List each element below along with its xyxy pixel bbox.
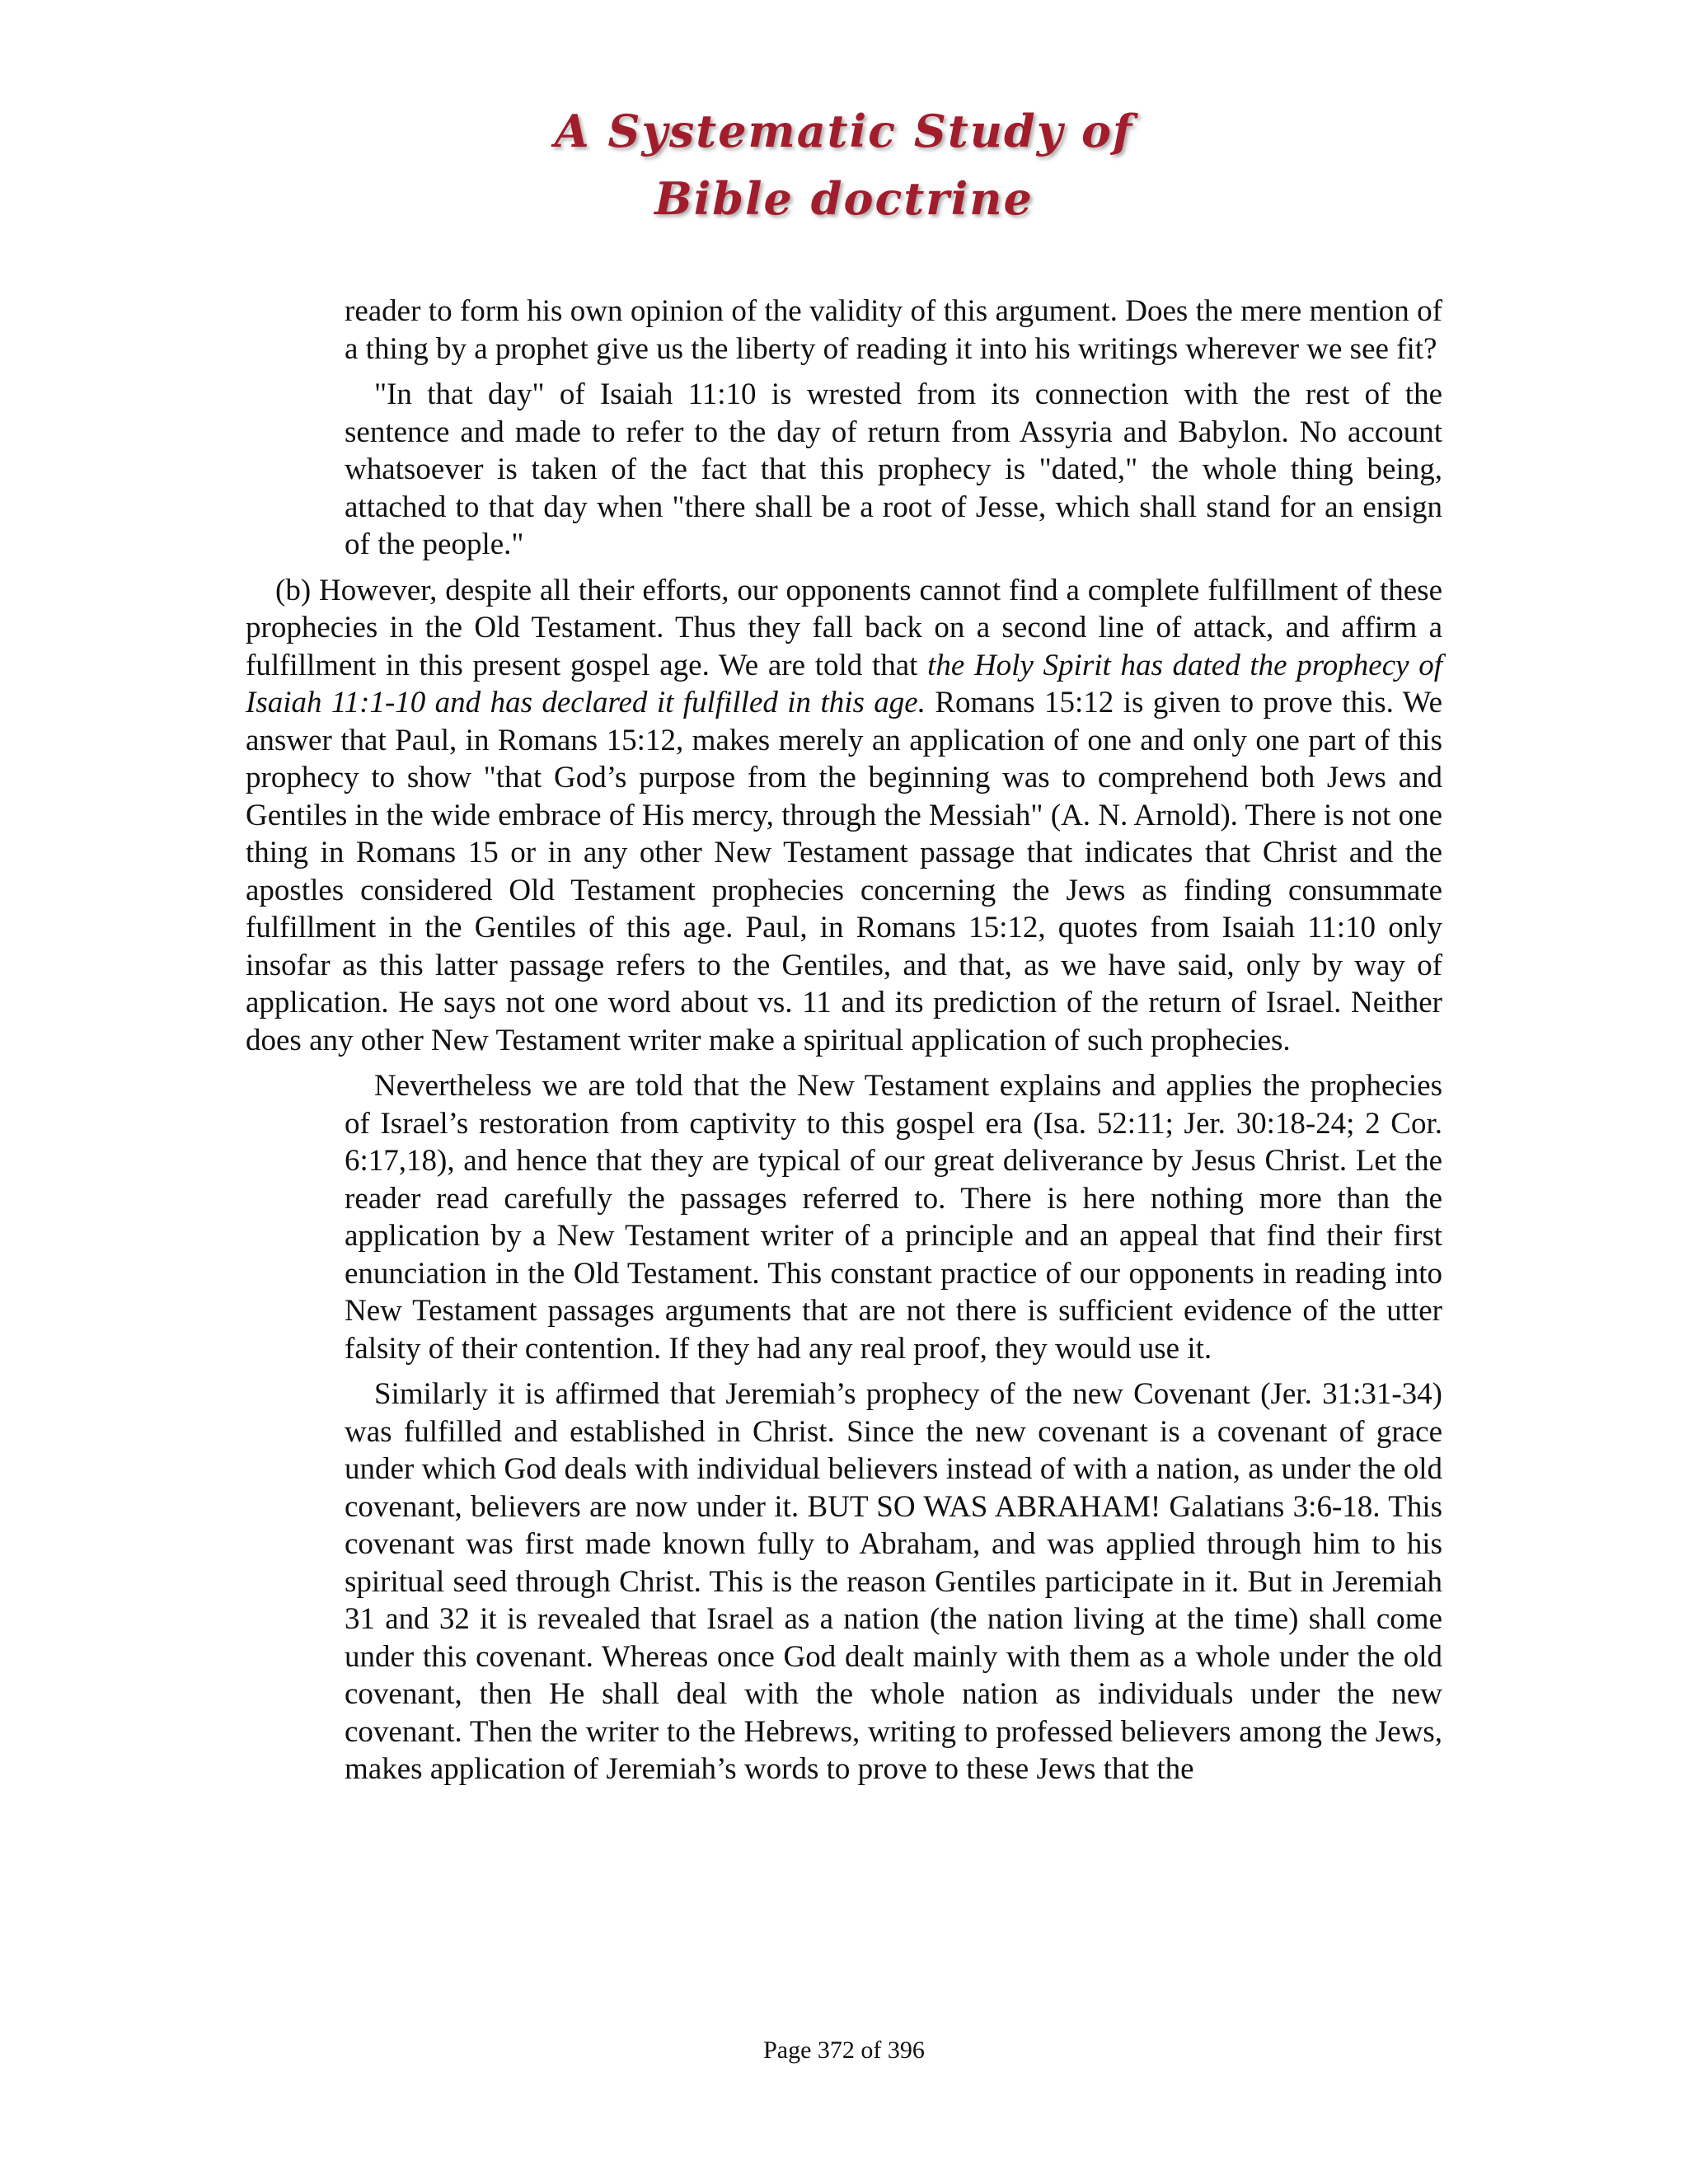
paragraph-b-text-start: (b) However, despite all their efforts, our opponents cannot find a complete fulfillment of these prophecies in the Old Testament. Thus they fall back on a second line of attack, and affirm a fulfillment in this present gospel age. We are told that [246, 573, 1442, 682]
page-number: Page 372 of 396 [763, 2036, 925, 2064]
paragraph-nevertheless: Nevertheless we are told that the New Testament explains and applies the prophecies of Israel’s restoration from captivity to this gospel era (Isa. 52:11; Jer. 30:18-24; 2 Cor. 6:17,18), and hence that they are typical of our great deliverance by Jesus Christ. Let the reader read carefully the passages referred to. There is here nothing more than the application by a New Testament writer of a principle and an appeal that find their first enunciation in the Old Testament. This constant practice of our opponents in reading into New Testament passages arguments that are not there is sufficient evidence of the utter falsity of their contention. If they had any real proof, they would use it. [345, 1069, 1442, 1366]
book-title-line-2: Bible doctrine [654, 172, 1034, 225]
paragraph-similarly: Similarly it is affirmed that Jeremiah’s prophecy of the new Covenant (Jer. 31:31-34) was fulfilled and established in Christ. Since the new covenant is a covenant of grace under which God deals with individual believers instead of with a nation, as under the old covenant, believers are now under it. BUT SO WAS ABRAHAM! Galatians 3:6-18. This covenant was first made known fully to Abraham, and was applied through him to his spiritual seed through Christ. This is the reason Gentiles participate in it. But in Jeremiah 31 and 32 it is revealed that Israel as a nation (the nation living at the time) shall come under this covenant. Whereas once God dealt mainly with them as a whole under the old covenant, then He shall deal with the whole nation as individuals under the new covenant. Then the writer to the Hebrews, writing to professed believers among the Jews, makes application of Jeremiah’s words to prove to these Jews that the [345, 1377, 1442, 1786]
page-body [246, 293, 1442, 1797]
paragraph-continued: reader to form his own opinion of the validity of this argument. Does the mere mention of a thing by a prophet give us the liberty of reading it into his writings wherever we see fit? [345, 294, 1442, 366]
paragraph-in-that-day: "In that day" of Isaiah 11:10 is wrested from its connection with the rest of the sentence and made to refer to the day of return from Assyria and Babylon. No account whatsoever is taken of the fact that this prophecy is "dated," the whole thing being, attached to that day when "there shall be a root of Jesse, which shall stand for an ensign of the people." [345, 377, 1442, 561]
paragraph-b-text-end: Romans 15:12 is given to prove this. We answer that Paul, in Romans 15:12, makes merely an application of one and only one part of this prophecy to show "that God’s purpose from the beginning was to comprehend both Jews and Gentiles in the wide embrace of His mercy, through the Messiah" (A. N. Arnold). There is not one thing in Romans 15 or in any other New Testament passage that indicates that Christ and the apostles considered Old Testament prophecies concerning the Jews as finding consummate fulfillment in the Gentiles of this age. Paul, in Romans 15:12, quotes from Isaiah 11:10 only insofar as this latter passage refers to the Gentiles, and that, as we have said, only by way of application. He says not one word about vs. 11 and its prediction of the return of Israel. Neither does any other New Testament writer make a spiritual application of such prophecies. [246, 686, 1442, 1057]
book-title-line-1: A Systematic Study of [554, 105, 1134, 157]
paragraph-b-however [246, 572, 1442, 1060]
paragraph-b-italic-quote: the Holy Spirit has dated the prophecy of Isaiah 11:1-10 and has declared it fulfilled in this age. [246, 648, 1442, 719]
page-header [0, 97, 1688, 232]
